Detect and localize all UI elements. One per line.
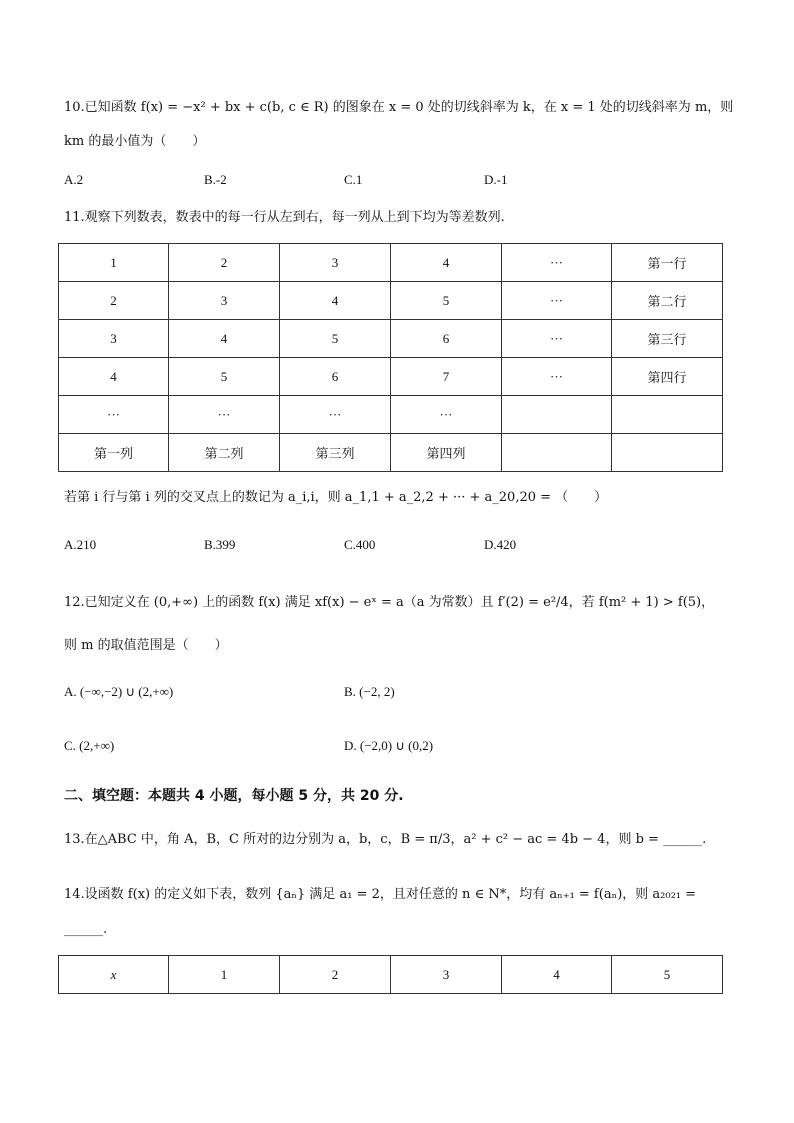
q11-table-cell: 第二行 [612, 282, 723, 320]
q11-table-cell: 2 [169, 244, 280, 282]
q14-table-cell: 3 [391, 956, 502, 994]
q11-table-row [59, 244, 723, 282]
q11-option-c[interactable]: C.400 [344, 537, 376, 552]
q11-table-cell: 5 [391, 282, 502, 320]
q11-table-cell: 6 [391, 320, 502, 358]
q12-line2: 则 m 的取值范围是（ ） [64, 638, 228, 653]
q11-table-cell: 4 [59, 358, 169, 396]
q11-table-cell: ··· [280, 396, 391, 434]
q11-table-cell: ··· [502, 358, 612, 396]
q11-table-cell: 7 [391, 358, 502, 396]
q11-option-d[interactable]: D.420 [484, 537, 517, 552]
q11-after: 若第 i 行与第 i 列的交叉点上的数记为 a_i,i，则 a_1,1 + a_2,2 + ··· + a_20,20 = （ ） [64, 490, 608, 505]
q11-table-cell: 第一行 [612, 244, 723, 282]
q11-table-cell: 第四列 [391, 434, 502, 472]
q11-table-cell: 2 [59, 282, 169, 320]
q11-stem: 11.观察下列数表，数表中的每一行从左到右，每一列从上到下均为等差数列. [64, 210, 505, 225]
q11-table-cell: 第三列 [280, 434, 391, 472]
q11-table-cell: 4 [169, 320, 280, 358]
q14-table-cell: 2 [280, 956, 391, 994]
section2-heading: 二、填空题：本题共 4 小题，每小题 5 分，共 20 分. [64, 788, 404, 804]
q11-table-cell: 第三行 [612, 320, 723, 358]
q12-options-row2 [64, 736, 724, 756]
q14-table-cell: 4 [502, 956, 612, 994]
q13-text: 13.在△ABC 中，角 A，B，C 所对的边分别为 a，b，c，B = π/3，a² + c² − ac = 4b − 4，则 b = ______. [64, 832, 707, 847]
q14-line2: ______. [64, 922, 108, 937]
q11-table-cell: ··· [502, 244, 612, 282]
q11-table-cell: ··· [502, 320, 612, 358]
q11-table-cell: 5 [280, 320, 391, 358]
q11-table-cell: 4 [391, 244, 502, 282]
q11-table-cell: 第四行 [612, 358, 723, 396]
q12-option-a[interactable]: A. (−∞,−2) ∪ (2,+∞) [64, 684, 174, 699]
q11-table-cell: 1 [59, 244, 169, 282]
q14-table-cell: x [59, 956, 169, 994]
q11-table-cell: 5 [169, 358, 280, 396]
q11-table-row [59, 396, 723, 434]
q11-table-cell [502, 396, 612, 434]
q11-table-cell: ··· [391, 396, 502, 434]
q14-function-table [58, 955, 723, 994]
q11-table-row [59, 434, 723, 472]
q11-table-cell: 3 [280, 244, 391, 282]
q11-option-a[interactable]: A.210 [64, 537, 97, 552]
q14-table-cell: 5 [612, 956, 723, 994]
q10-line2: km 的最小值为（ ） [64, 134, 206, 149]
q11-table-row [59, 282, 723, 320]
q11-table-cell: 3 [59, 320, 169, 358]
q11-table-row [59, 358, 723, 396]
q11-table-cell: ··· [59, 396, 169, 434]
q10-line1: 10.已知函数 f(x) = −x² + bx + c(b, c ∈ R) 的图象在 x = 0 处的切线斜率为 k，在 x = 1 处的切线斜率为 m，则 [64, 100, 734, 115]
q11-table-cell [612, 396, 723, 434]
q11-table-cell: ··· [502, 282, 612, 320]
q11-table-cell: 第二列 [169, 434, 280, 472]
q12-option-b[interactable]: B. (−2, 2) [344, 684, 395, 699]
q11-table-row [59, 320, 723, 358]
q14-table-cell: 1 [169, 956, 280, 994]
q11-table-cell [502, 434, 612, 472]
q11-table-cell: 4 [280, 282, 391, 320]
q11-table-cell: 第一列 [59, 434, 169, 472]
q12-line1: 12.已知定义在 (0,+∞) 上的函数 f(x) 满足 xf(x) − eˣ = a（a 为常数）且 f′(2) = e²/4，若 f(m² + 1) > f(5)， [64, 595, 715, 610]
q12-option-d[interactable]: D. (−2,0) ∪ (0,2) [344, 738, 434, 753]
q10-option-c[interactable]: C.1 [344, 172, 363, 187]
q14-line1: 14.设函数 f(x) 的定义如下表，数列 {aₙ} 满足 a₁ = 2，且对任意的 n ∈ N*，均有 aₙ₊₁ = f(aₙ)，则 a₂₀₂₁ = [64, 887, 697, 902]
q11-table-cell: 6 [280, 358, 391, 396]
q10-options [64, 170, 724, 190]
q10-option-a[interactable]: A.2 [64, 172, 84, 187]
q11-option-b[interactable]: B.399 [204, 537, 236, 552]
q10-option-d[interactable]: D.-1 [484, 172, 508, 187]
q10-option-b[interactable]: B.-2 [204, 172, 227, 187]
q11-table-cell: ··· [169, 396, 280, 434]
q11-options [64, 535, 724, 555]
q11-table-cell [612, 434, 723, 472]
q12-options-row1 [64, 682, 724, 702]
q11-number-table [58, 243, 723, 472]
q11-table-cell: 3 [169, 282, 280, 320]
q12-option-c[interactable]: C. (2,+∞) [64, 738, 115, 753]
q14-table-row [59, 956, 723, 994]
